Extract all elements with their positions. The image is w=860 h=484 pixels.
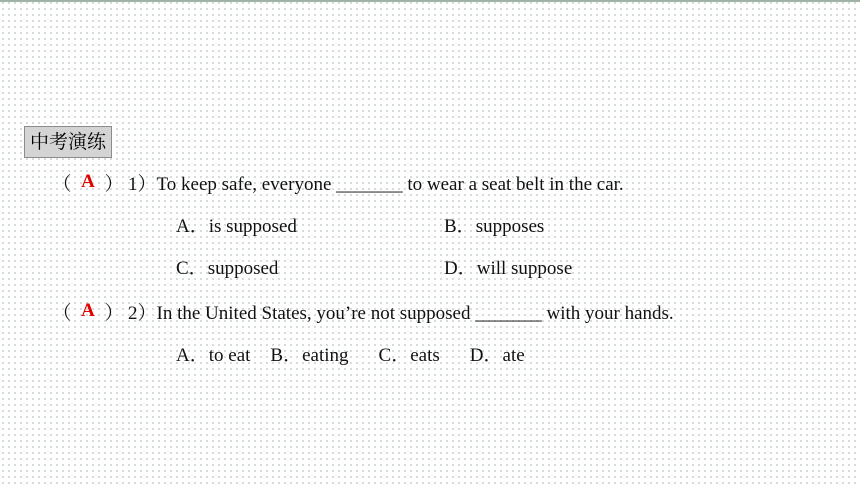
- option-text: will suppose: [476, 258, 573, 279]
- option-letter: B．: [270, 345, 303, 366]
- answer-1: A: [81, 171, 95, 192]
- option-letter: C．: [176, 258, 208, 279]
- option-2a: [176, 345, 250, 366]
- option-text: to eat: [208, 345, 251, 366]
- option-letter: B．: [444, 216, 476, 237]
- question-1: [50, 173, 624, 197]
- option-1d: [444, 257, 572, 281]
- section-title: 中考演练: [24, 126, 112, 158]
- question-stem-1: To keep safe, everyone _______ to wear a seat belt in the car.: [156, 174, 624, 195]
- option-letter: D．: [469, 345, 503, 366]
- option-letter: D．: [444, 258, 477, 279]
- option-1a: [176, 215, 297, 239]
- option-2d: [470, 345, 525, 366]
- option-text: is supposed: [208, 216, 297, 237]
- top-rule: [0, 0, 860, 2]
- option-text: eating: [302, 345, 349, 366]
- option-letter: C．: [378, 345, 411, 366]
- paren-open: （: [52, 174, 72, 195]
- option-1c: [176, 257, 278, 281]
- question-stem-2: In the United States, you’re not supposed _______ with your hands.: [156, 303, 674, 324]
- paren-open: （: [52, 303, 72, 324]
- option-text: ate: [502, 345, 525, 366]
- question-number-1: 1）: [128, 174, 157, 195]
- question-2: [50, 302, 674, 326]
- option-2-row: [176, 344, 525, 368]
- option-text: supposes: [475, 216, 545, 237]
- answer-2: A: [81, 300, 95, 321]
- option-letter: A．: [176, 216, 209, 237]
- option-letter: A．: [176, 345, 209, 366]
- option-2c: [379, 345, 440, 366]
- option-1b: [444, 215, 544, 239]
- option-2b: [270, 345, 348, 366]
- option-text: supposed: [207, 258, 279, 279]
- paren-close: ）: [104, 303, 124, 324]
- option-text: eats: [410, 345, 440, 366]
- paren-close: ）: [104, 174, 124, 195]
- question-number-2: 2）: [128, 303, 157, 324]
